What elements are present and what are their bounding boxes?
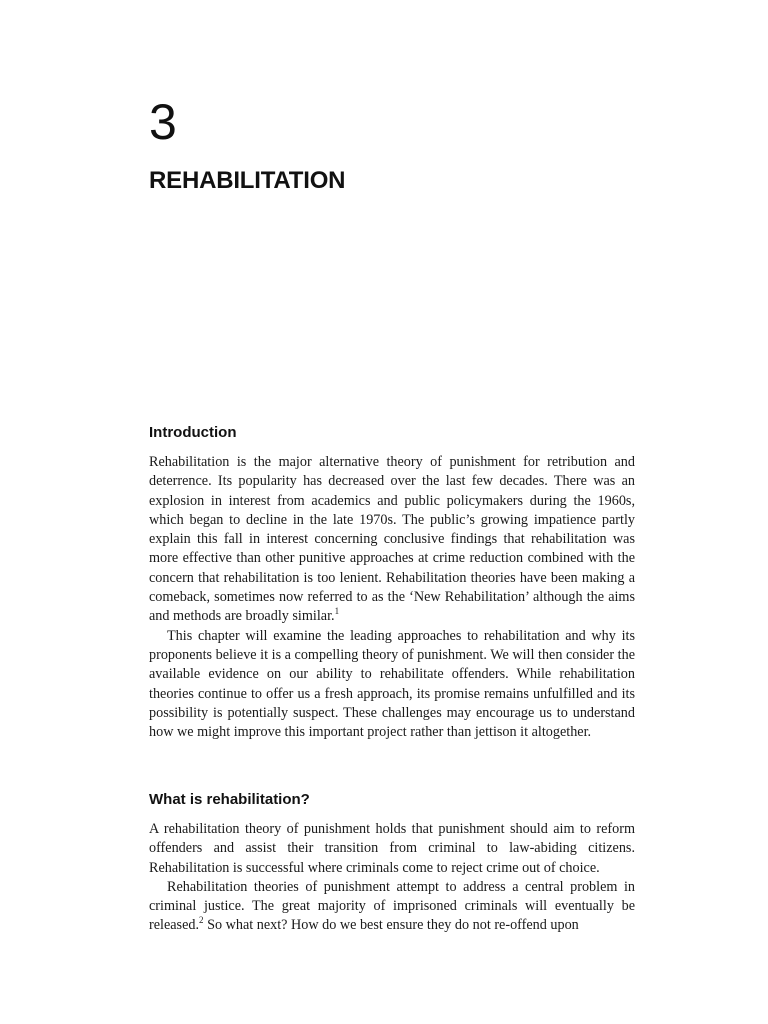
paragraph — [149, 627, 635, 743]
paragraph — [149, 878, 635, 936]
section-heading-what-is-rehabilitation: What is rehabilitation? — [149, 791, 310, 808]
what-is-rehabilitation-body — [149, 820, 635, 936]
paragraph-text: This chapter will examine the leading approaches to rehabilitation and why its proponents believe it is a compelling theory of punishment. We will then consider the available evidence on our ability to rehabilitate offenders. While rehabilitation theories continue to offer us a fresh approach, its promise remains unfulfilled and its possibility is potentially suspect. These challenges may encourage us to understand how we might improve this important project rather than jettison it altogether. — [149, 627, 635, 741]
section-heading-introduction: Introduction — [149, 424, 237, 441]
paragraph — [149, 453, 635, 627]
paragraph — [149, 820, 635, 878]
paragraph-text: Rehabilitation is the major alternative theory of punishment for retribution and deterrence. Its popularity has decreased over the last few decades. There was an explosion in interest from academics and public policymakers during the 1960s, which began to decline in the late 1970s. The public’s growing impatience partly explain this fall in interest concerning conclusive findings that rehabilitation was more effective than other punitive approaches at crime reduction combined with the concern that rehabilitation is too lenient. Rehabilitation theories have been making a comeback, sometimes now referred to as the ‘New Rehabilitation’ although the aims and methods are broadly similar. — [149, 454, 635, 625]
chapter-number: 3 — [149, 94, 177, 150]
chapter-title: REHABILITATION — [149, 167, 346, 194]
paragraph-text: So what next? How do we best ensure they do not re-offend upon — [203, 917, 579, 934]
footnote-marker[interactable]: 2 — [199, 915, 204, 926]
footnote-marker[interactable]: 1 — [334, 606, 340, 617]
paragraph-text: A rehabilitation theory of punishment holds that punishment should aim to reform offenders and assist their transition from criminal to law-abiding citizens. Rehabilitation is successful where criminals come to reject crime out of choice. — [149, 821, 635, 876]
introduction-body — [149, 453, 635, 742]
paragraph-text: Rehabilitation theories of punishment attempt to address a central problem in criminal justice. The great majority of imprisoned criminals will eventually be released. — [149, 878, 635, 934]
